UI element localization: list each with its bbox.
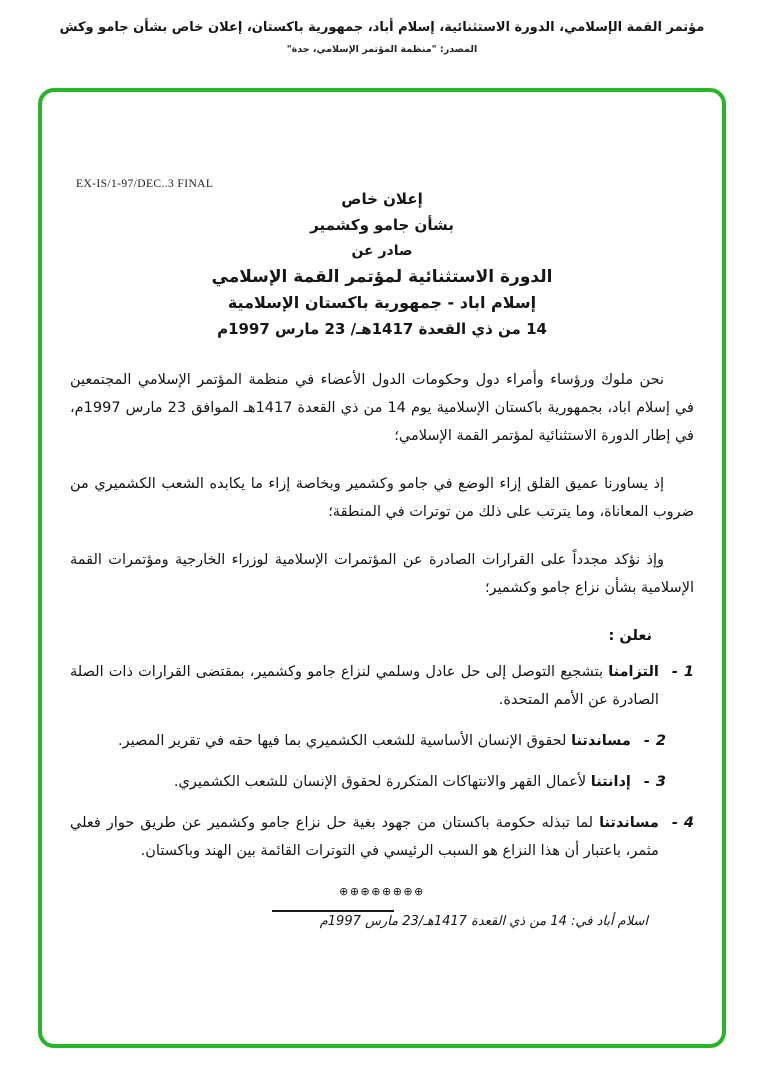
item-text <box>70 727 631 755</box>
title-line: الدورة الاستثنائية لمؤتمر القمة الإسلامي <box>211 267 553 287</box>
header-title-line: مؤتمر القمة الإسلامي، الدورة الاستثنائية، إسلام أباد، جمهورية باكستان، إعلان خاص بشأن جامو وكش <box>59 20 705 35</box>
numbered-item <box>70 768 694 796</box>
item-marker <box>672 658 694 714</box>
item-marker <box>672 809 694 865</box>
paragraph-reaffirm: وإذ نؤكد مجدداً على القرارات الصادرة عن المؤتمرات الإسلامية لوزراء الخارجية ومؤتمرات القمة الإسلامية بشأن نزاع جامو وكشمير؛ <box>70 552 694 596</box>
declare-label: نعلن : <box>608 628 652 644</box>
item-marker <box>644 727 666 755</box>
item-number: 3 <box>655 774 666 790</box>
item-number: 2 <box>655 733 666 749</box>
item-lead-word: مساندتنا <box>571 733 631 749</box>
title-line: صادر عن <box>351 243 413 259</box>
title-line: بشأن جامو وكشمير <box>310 216 454 234</box>
document-title-block <box>42 186 722 342</box>
item-number: 1 <box>683 664 694 680</box>
numbered-item <box>70 809 694 865</box>
document-body <box>42 366 722 936</box>
signature-line <box>272 910 394 912</box>
item-lead-word: مساندتنا <box>599 815 659 831</box>
title-line: إعلان خاص <box>341 190 423 208</box>
document-frame <box>38 88 726 1048</box>
page-header <box>0 0 764 55</box>
numbered-list <box>70 658 694 865</box>
item-dash: - <box>671 664 678 680</box>
item-text <box>70 768 631 796</box>
item-number: 4 <box>683 815 694 831</box>
item-body-text: لحقوق الإنسان الأساسية للشعب الكشميري بما فيها حقه في تقرير المصير. <box>117 733 567 749</box>
item-text <box>70 658 659 714</box>
title-line: إسلام اباد - جمهورية باكستان الإسلامية <box>227 293 537 312</box>
item-dash: - <box>671 815 678 831</box>
item-marker <box>644 768 666 796</box>
date-place-line: اسلام أباد في: 14 من ذي القعدة 1417هـ/23 مارس 1997م <box>319 914 648 929</box>
ornament-separator: ⊕⊕⊕⊕⊕⊕⊕⊕ <box>339 885 425 898</box>
header-source-line: المصدر: "منظمة المؤتمر الإسلامي، جدة" <box>286 44 478 55</box>
numbered-item <box>70 727 694 755</box>
item-body-text: بتشجيع التوصل إلى حل عادل وسلمي لنزاع جامو وكشمير، بمقتضى القرارات ذات الصلة الصادرة عن الأمم المتحدة. <box>70 664 659 708</box>
paragraph-preamble: نحن ملوك ورؤساء وأمراء دول وحكومات الدول الأعضاء في منظمة المؤتمر الإسلامي المجتمعين في إسلام اباد، بجمهورية باكستان الإسلامية يوم 14 من ذي القعدة 1417هـ الموافق 23 مارس 1997م، في إطار الدورة الاستثنائية لمؤتمر القمة الإسلامي؛ <box>70 372 694 444</box>
numbered-item <box>70 658 694 714</box>
item-dash: - <box>643 733 650 749</box>
item-lead-word: إدانتنا <box>590 774 631 790</box>
item-lead-word: التزامنا <box>608 664 659 680</box>
item-body-text: لأعمال القهر والانتهاكات المتكررة لحقوق الإنسان للشعب الكشميري. <box>173 774 587 790</box>
paragraph-concern: إذ يساورنا عميق القلق إزاء الوضع في جامو وكشمير وبخاصة إزاء ما يكابده الشعب الكشميري من ضروب المعاناة، وما يترتب على ذلك من توترات في المنطقة؛ <box>70 476 694 520</box>
item-body-text: لما تبذله حكومة باكستان من جهود بغية حل نزاع جامو وكشمير عن طريق حوار فعلي مثمر، باعتبار أن هذا النزاع هو السبب الرئيسي في التوترات القائمة بين الهند وباكستان. <box>70 815 659 859</box>
title-date-line: 14 من ذي القعدة 1417هـ/ 23 مارس 1997م <box>217 320 547 338</box>
item-text <box>70 809 659 865</box>
item-dash: - <box>643 774 650 790</box>
document-reference: EX-IS/1-97/DEC..3 FINAL <box>76 178 214 190</box>
